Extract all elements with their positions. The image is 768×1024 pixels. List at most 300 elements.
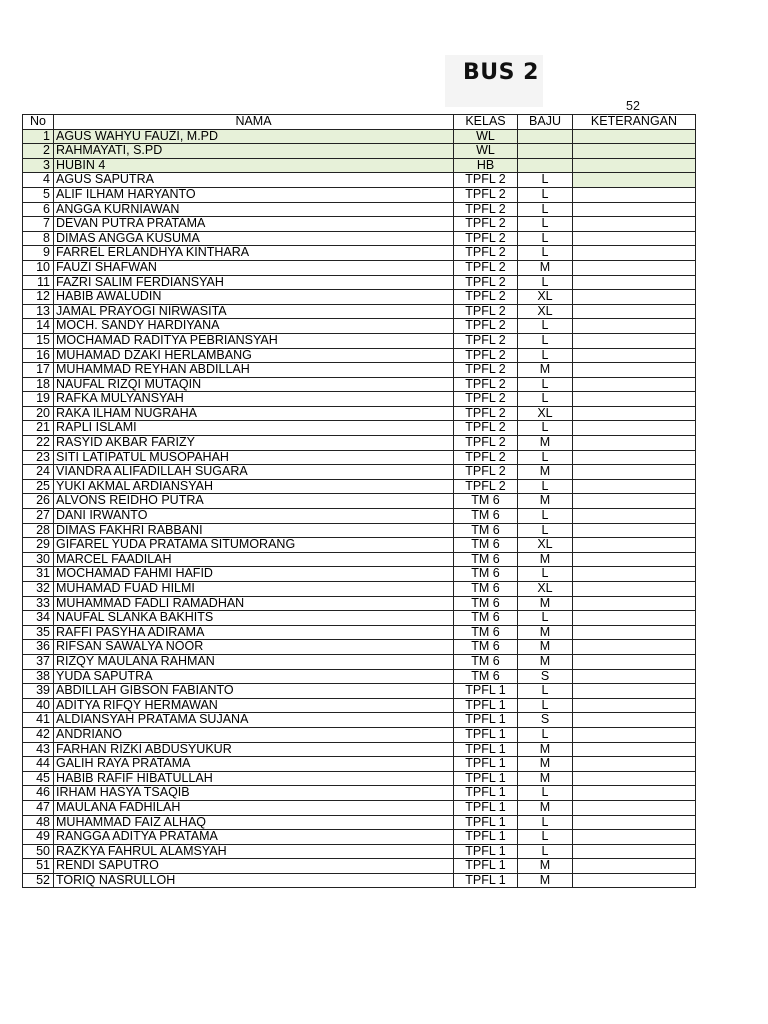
cell-keterangan	[573, 625, 696, 640]
cell-keterangan	[573, 392, 696, 407]
cell-keterangan	[573, 450, 696, 465]
cell-no: 19	[23, 392, 54, 407]
cell-baju: M	[518, 742, 573, 757]
table-row	[23, 479, 696, 494]
cell-nama: ALDIANSYAH PRATAMA SUJANA	[54, 713, 454, 728]
table-row	[23, 727, 696, 742]
cell-keterangan	[573, 246, 696, 261]
cell-no: 38	[23, 669, 54, 684]
cell-keterangan	[573, 202, 696, 217]
cell-baju: L	[518, 173, 573, 188]
cell-nama: DIMAS ANGGA KUSUMA	[54, 231, 454, 246]
cell-no: 16	[23, 348, 54, 363]
cell-kelas: TPFL 2	[454, 260, 518, 275]
cell-keterangan	[573, 421, 696, 436]
cell-kelas: TM 6	[454, 596, 518, 611]
cell-no: 5	[23, 187, 54, 202]
cell-kelas: TPFL 2	[454, 217, 518, 232]
cell-nama: MOCHAMAD FAHMI HAFID	[54, 567, 454, 582]
cell-baju: L	[518, 523, 573, 538]
cell-no: 26	[23, 494, 54, 509]
cell-no: 44	[23, 757, 54, 772]
cell-no: 42	[23, 727, 54, 742]
cell-baju: L	[518, 450, 573, 465]
cell-kelas: TPFL 2	[454, 304, 518, 319]
table-row	[23, 260, 696, 275]
cell-baju: L	[518, 844, 573, 859]
cell-kelas: TPFL 2	[454, 187, 518, 202]
cell-nama: NAUFAL RIZQI MUTAQIN	[54, 377, 454, 392]
cell-baju: M	[518, 625, 573, 640]
cell-keterangan	[573, 260, 696, 275]
cell-keterangan	[573, 217, 696, 232]
cell-no: 27	[23, 509, 54, 524]
cell-baju: L	[518, 698, 573, 713]
cell-no: 29	[23, 538, 54, 553]
cell-no: 52	[23, 873, 54, 888]
cell-nama: ABDILLAH GIBSON FABIANTO	[54, 684, 454, 699]
cell-kelas: TM 6	[454, 538, 518, 553]
cell-keterangan	[573, 684, 696, 699]
cell-keterangan	[573, 333, 696, 348]
cell-no: 49	[23, 830, 54, 845]
cell-baju: L	[518, 246, 573, 261]
cell-kelas: TM 6	[454, 654, 518, 669]
cell-kelas: TM 6	[454, 582, 518, 597]
cell-keterangan	[573, 830, 696, 845]
table-row	[23, 625, 696, 640]
cell-kelas: TPFL 2	[454, 421, 518, 436]
cell-no: 21	[23, 421, 54, 436]
cell-nama: VIANDRA ALIFADILLAH SUGARA	[54, 465, 454, 480]
cell-nama: ALIF ILHAM HARYANTO	[54, 187, 454, 202]
cell-keterangan	[573, 582, 696, 597]
cell-keterangan	[573, 596, 696, 611]
table-row	[23, 698, 696, 713]
cell-nama: IRHAM HASYA TSAQIB	[54, 786, 454, 801]
cell-nama: RIZQY MAULANA RAHMAN	[54, 654, 454, 669]
table-row	[23, 757, 696, 772]
cell-no: 32	[23, 582, 54, 597]
cell-nama: MOCH. SANDY HARDIYANA	[54, 319, 454, 334]
table-row	[23, 421, 696, 436]
header-keterangan: KETERANGAN	[573, 115, 696, 130]
cell-baju: XL	[518, 290, 573, 305]
cell-keterangan	[573, 669, 696, 684]
cell-kelas: TPFL 1	[454, 859, 518, 874]
cell-no: 14	[23, 319, 54, 334]
table-row	[23, 304, 696, 319]
cell-baju: L	[518, 684, 573, 699]
cell-nama: MAULANA FADHILAH	[54, 800, 454, 815]
cell-nama: RANGGA ADITYA PRATAMA	[54, 830, 454, 845]
cell-keterangan	[573, 552, 696, 567]
table-row	[23, 290, 696, 305]
cell-nama: NAUFAL SLANKA BAKHITS	[54, 611, 454, 626]
cell-nama: HUBIN 4	[54, 158, 454, 173]
cell-baju: S	[518, 713, 573, 728]
document-title: BUS 2	[463, 60, 539, 85]
passenger-table	[22, 114, 696, 888]
cell-keterangan	[573, 771, 696, 786]
cell-no: 37	[23, 654, 54, 669]
cell-baju: M	[518, 465, 573, 480]
cell-kelas: TPFL 2	[454, 348, 518, 363]
cell-no: 6	[23, 202, 54, 217]
cell-kelas: TM 6	[454, 567, 518, 582]
table-row	[23, 173, 696, 188]
cell-kelas: TPFL 1	[454, 830, 518, 845]
cell-kelas: TM 6	[454, 625, 518, 640]
table-row	[23, 275, 696, 290]
cell-kelas: TPFL 1	[454, 815, 518, 830]
table-row	[23, 333, 696, 348]
cell-baju: M	[518, 552, 573, 567]
cell-no: 17	[23, 363, 54, 378]
table-row	[23, 815, 696, 830]
cell-baju: M	[518, 596, 573, 611]
cell-keterangan	[573, 538, 696, 553]
cell-baju: L	[518, 275, 573, 290]
table-row	[23, 844, 696, 859]
cell-baju: L	[518, 509, 573, 524]
cell-baju: L	[518, 611, 573, 626]
table-row	[23, 654, 696, 669]
cell-no: 18	[23, 377, 54, 392]
cell-nama: DEVAN PUTRA PRATAMA	[54, 217, 454, 232]
cell-kelas: TM 6	[454, 640, 518, 655]
table-row	[23, 742, 696, 757]
cell-nama: ADITYA RIFQY HERMAWAN	[54, 698, 454, 713]
table-row	[23, 567, 696, 582]
cell-no: 40	[23, 698, 54, 713]
cell-nama: FAZRI SALIM FERDIANSYAH	[54, 275, 454, 290]
cell-baju: XL	[518, 538, 573, 553]
table-row	[23, 363, 696, 378]
cell-keterangan	[573, 436, 696, 451]
cell-nama: DANI IRWANTO	[54, 509, 454, 524]
cell-kelas: TPFL 1	[454, 757, 518, 772]
table-row	[23, 129, 696, 144]
table-row	[23, 800, 696, 815]
cell-kelas: TPFL 2	[454, 406, 518, 421]
cell-keterangan	[573, 348, 696, 363]
cell-no: 36	[23, 640, 54, 655]
cell-no: 47	[23, 800, 54, 815]
cell-no: 28	[23, 523, 54, 538]
cell-nama: AGUS WAHYU FAUZI, M.PD	[54, 129, 454, 144]
table-row	[23, 786, 696, 801]
table-body	[23, 129, 696, 888]
cell-keterangan	[573, 187, 696, 202]
cell-no: 15	[23, 333, 54, 348]
cell-kelas: TPFL 2	[454, 231, 518, 246]
cell-baju: M	[518, 771, 573, 786]
table-row	[23, 611, 696, 626]
cell-keterangan	[573, 509, 696, 524]
cell-no: 43	[23, 742, 54, 757]
cell-baju: M	[518, 873, 573, 888]
table-row	[23, 669, 696, 684]
cell-nama: RAFFI PASYHA ADIRAMA	[54, 625, 454, 640]
cell-no: 11	[23, 275, 54, 290]
cell-nama: MOCHAMAD RADITYA PEBRIANSYAH	[54, 333, 454, 348]
cell-keterangan	[573, 800, 696, 815]
header-nama: NAMA	[54, 115, 454, 130]
cell-no: 46	[23, 786, 54, 801]
cell-no: 45	[23, 771, 54, 786]
table-row	[23, 873, 696, 888]
cell-no: 25	[23, 479, 54, 494]
cell-baju: M	[518, 363, 573, 378]
cell-nama: RAPLI ISLAMI	[54, 421, 454, 436]
cell-kelas: TM 6	[454, 552, 518, 567]
table-row	[23, 158, 696, 173]
cell-nama: HABIB AWALUDIN	[54, 290, 454, 305]
cell-kelas: TPFL 1	[454, 771, 518, 786]
cell-nama: JAMAL PRAYOGI NIRWASITA	[54, 304, 454, 319]
cell-baju: M	[518, 494, 573, 509]
cell-keterangan	[573, 742, 696, 757]
cell-no: 8	[23, 231, 54, 246]
cell-no: 33	[23, 596, 54, 611]
cell-no: 39	[23, 684, 54, 699]
cell-nama: RAFKA MULYANSYAH	[54, 392, 454, 407]
cell-keterangan	[573, 698, 696, 713]
cell-no: 31	[23, 567, 54, 582]
cell-nama: YUKI AKMAL ARDIANSYAH	[54, 479, 454, 494]
cell-baju: M	[518, 654, 573, 669]
cell-keterangan	[573, 377, 696, 392]
cell-keterangan	[573, 859, 696, 874]
cell-no: 24	[23, 465, 54, 480]
cell-nama: FAUZI SHAFWAN	[54, 260, 454, 275]
cell-baju: M	[518, 640, 573, 655]
table-row	[23, 582, 696, 597]
cell-baju: L	[518, 830, 573, 845]
cell-baju: S	[518, 669, 573, 684]
cell-kelas: TPFL 1	[454, 713, 518, 728]
cell-baju: L	[518, 319, 573, 334]
cell-no: 30	[23, 552, 54, 567]
cell-kelas: WL	[454, 129, 518, 144]
cell-keterangan	[573, 494, 696, 509]
cell-nama: YUDA SAPUTRA	[54, 669, 454, 684]
cell-no: 7	[23, 217, 54, 232]
cell-baju: L	[518, 567, 573, 582]
cell-no: 41	[23, 713, 54, 728]
cell-keterangan	[573, 144, 696, 159]
cell-no: 12	[23, 290, 54, 305]
cell-nama: RENDI SAPUTRO	[54, 859, 454, 874]
cell-nama: HABIB RAFIF HIBATULLAH	[54, 771, 454, 786]
cell-baju: L	[518, 392, 573, 407]
table-row	[23, 830, 696, 845]
table-row	[23, 348, 696, 363]
cell-baju: M	[518, 436, 573, 451]
cell-no: 20	[23, 406, 54, 421]
cell-baju: M	[518, 260, 573, 275]
cell-kelas: TPFL 2	[454, 479, 518, 494]
cell-nama: RAZKYA FAHRUL ALAMSYAH	[54, 844, 454, 859]
cell-baju: L	[518, 815, 573, 830]
cell-nama: FARREL ERLANDHYA KINTHARA	[54, 246, 454, 261]
header-no: No	[23, 115, 54, 130]
cell-nama: RIFSAN SAWALYA NOOR	[54, 640, 454, 655]
cell-no: 22	[23, 436, 54, 451]
table-row	[23, 771, 696, 786]
cell-baju: L	[518, 231, 573, 246]
cell-kelas: TPFL 1	[454, 698, 518, 713]
cell-keterangan	[573, 815, 696, 830]
cell-nama: AGUS SAPUTRA	[54, 173, 454, 188]
cell-no: 23	[23, 450, 54, 465]
cell-keterangan	[573, 406, 696, 421]
cell-kelas: TPFL 2	[454, 290, 518, 305]
cell-kelas: TPFL 1	[454, 873, 518, 888]
table-row	[23, 436, 696, 451]
table-row	[23, 684, 696, 699]
table-row	[23, 377, 696, 392]
cell-baju: L	[518, 786, 573, 801]
cell-kelas: TPFL 2	[454, 363, 518, 378]
cell-kelas: TPFL 2	[454, 450, 518, 465]
cell-no: 13	[23, 304, 54, 319]
cell-baju: L	[518, 479, 573, 494]
cell-keterangan	[573, 363, 696, 378]
table-row	[23, 450, 696, 465]
cell-kelas: TPFL 2	[454, 465, 518, 480]
cell-kelas: TPFL 2	[454, 333, 518, 348]
cell-keterangan	[573, 465, 696, 480]
cell-baju: L	[518, 421, 573, 436]
cell-nama: TORIQ NASRULLOH	[54, 873, 454, 888]
cell-no: 2	[23, 144, 54, 159]
table-row	[23, 392, 696, 407]
cell-baju: L	[518, 377, 573, 392]
cell-baju: L	[518, 333, 573, 348]
table-row	[23, 859, 696, 874]
cell-nama: MUHAMMAD FAIZ ALHAQ	[54, 815, 454, 830]
cell-kelas: HB	[454, 158, 518, 173]
cell-baju: L	[518, 217, 573, 232]
cell-no: 3	[23, 158, 54, 173]
cell-kelas: TM 6	[454, 669, 518, 684]
cell-nama: SITI LATIPATUL MUSOPAHAH	[54, 450, 454, 465]
cell-kelas: TM 6	[454, 523, 518, 538]
cell-baju: XL	[518, 304, 573, 319]
cell-kelas: TPFL 1	[454, 684, 518, 699]
cell-kelas: TPFL 1	[454, 844, 518, 859]
cell-nama: GALIH RAYA PRATAMA	[54, 757, 454, 772]
cell-no: 48	[23, 815, 54, 830]
cell-keterangan	[573, 319, 696, 334]
cell-baju: M	[518, 800, 573, 815]
cell-nama: MUHAMAD DZAKI HERLAMBANG	[54, 348, 454, 363]
cell-keterangan	[573, 231, 696, 246]
cell-nama: RASYID AKBAR FARIZY	[54, 436, 454, 451]
cell-nama: MUHAMMAD FADLI RAMADHAN	[54, 596, 454, 611]
table-row	[23, 538, 696, 553]
cell-kelas: TPFL 2	[454, 392, 518, 407]
cell-no: 9	[23, 246, 54, 261]
table-row	[23, 523, 696, 538]
cell-keterangan	[573, 129, 696, 144]
total-count: 52	[626, 99, 640, 113]
table-row	[23, 231, 696, 246]
cell-baju: XL	[518, 406, 573, 421]
cell-nama: MUHAMMAD REYHAN ABDILLAH	[54, 363, 454, 378]
cell-keterangan	[573, 479, 696, 494]
cell-keterangan	[573, 873, 696, 888]
cell-nama: ANGGA KURNIAWAN	[54, 202, 454, 217]
cell-nama: MUHAMAD FUAD HILMI	[54, 582, 454, 597]
table-row	[23, 596, 696, 611]
cell-keterangan	[573, 713, 696, 728]
table-header-row	[23, 115, 696, 130]
table-row	[23, 509, 696, 524]
cell-baju	[518, 144, 573, 159]
cell-baju: L	[518, 348, 573, 363]
cell-kelas: TPFL 1	[454, 800, 518, 815]
cell-kelas: TM 6	[454, 611, 518, 626]
table-row	[23, 217, 696, 232]
cell-kelas: TPFL 2	[454, 319, 518, 334]
cell-keterangan	[573, 757, 696, 772]
cell-baju	[518, 158, 573, 173]
table-row	[23, 494, 696, 509]
cell-kelas: TPFL 1	[454, 786, 518, 801]
table-row	[23, 144, 696, 159]
cell-nama: RAKA ILHAM NUGRAHA	[54, 406, 454, 421]
cell-keterangan	[573, 727, 696, 742]
table-row	[23, 319, 696, 334]
cell-keterangan	[573, 158, 696, 173]
cell-baju: L	[518, 727, 573, 742]
cell-baju: XL	[518, 582, 573, 597]
cell-nama: MARCEL FAADILAH	[54, 552, 454, 567]
cell-kelas: TM 6	[454, 494, 518, 509]
cell-keterangan	[573, 611, 696, 626]
cell-kelas: TPFL 2	[454, 173, 518, 188]
cell-baju: M	[518, 859, 573, 874]
cell-keterangan	[573, 844, 696, 859]
cell-no: 51	[23, 859, 54, 874]
cell-kelas: TPFL 2	[454, 377, 518, 392]
table-row	[23, 713, 696, 728]
cell-nama: DIMAS FAKHRI RABBANI	[54, 523, 454, 538]
cell-keterangan	[573, 290, 696, 305]
cell-kelas: TM 6	[454, 509, 518, 524]
table-row	[23, 640, 696, 655]
cell-no: 1	[23, 129, 54, 144]
cell-keterangan	[573, 173, 696, 188]
header-baju: BAJU	[518, 115, 573, 130]
cell-nama: FARHAN RIZKI ABDUSYUKUR	[54, 742, 454, 757]
cell-kelas: TPFL 2	[454, 436, 518, 451]
cell-baju: M	[518, 757, 573, 772]
cell-keterangan	[573, 640, 696, 655]
cell-keterangan	[573, 523, 696, 538]
table-row	[23, 187, 696, 202]
cell-nama: ANDRIANO	[54, 727, 454, 742]
cell-keterangan	[573, 786, 696, 801]
cell-baju: L	[518, 202, 573, 217]
cell-keterangan	[573, 654, 696, 669]
header-kelas: KELAS	[454, 115, 518, 130]
cell-keterangan	[573, 304, 696, 319]
table-row	[23, 465, 696, 480]
